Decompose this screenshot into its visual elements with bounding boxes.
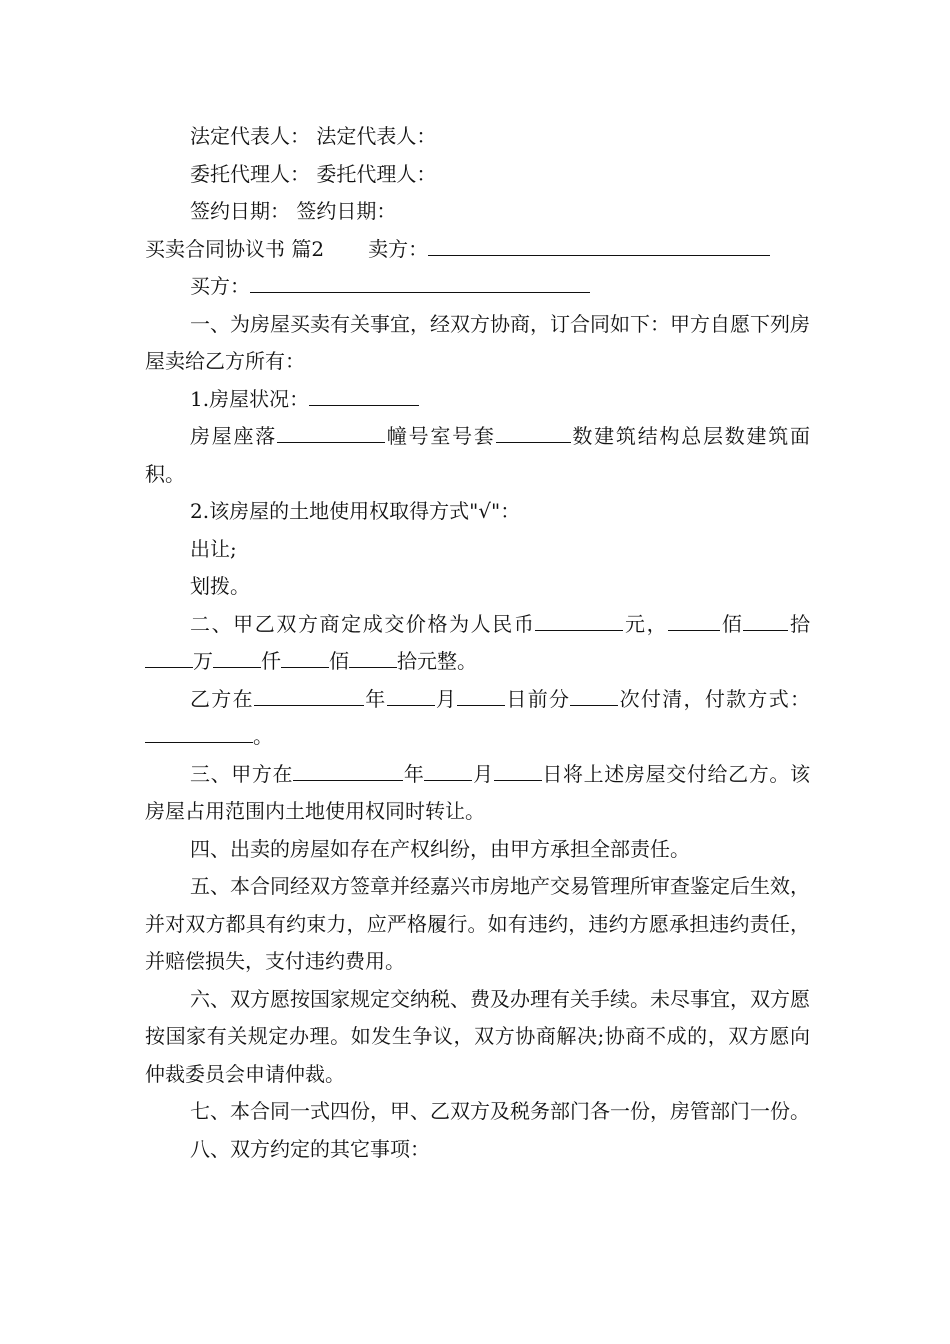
price-bai-blank xyxy=(668,610,720,631)
handover-label: 三、甲方在 xyxy=(190,761,294,786)
payment-day-blank xyxy=(457,685,505,706)
payment-method-blank xyxy=(145,722,253,743)
handover-year-blank xyxy=(293,760,403,781)
payment-month: 月 xyxy=(434,686,458,711)
signature-legal-rep: 法定代表人： 法定代表人： xyxy=(190,124,437,148)
payment-year-blank xyxy=(254,685,364,706)
payment-day: 日前分 xyxy=(505,686,571,711)
price-end: 拾元整。 xyxy=(397,649,477,673)
property-unit-label: 幢号室号套 xyxy=(385,424,496,448)
signature-agent: 委托代理人： 委托代理人： xyxy=(190,161,437,186)
price-shi: 拾 xyxy=(788,611,811,636)
handover-day-blank xyxy=(494,760,542,781)
price-shi2-blank xyxy=(349,647,397,668)
property-location-label: 房屋座落 xyxy=(190,424,278,448)
price-wan-blank xyxy=(145,647,193,668)
price-shi-blank xyxy=(743,610,788,631)
price-wan: 万 xyxy=(193,649,213,673)
price-qian-blank xyxy=(213,647,261,668)
price-qian: 仟 xyxy=(261,649,281,673)
seller-label: 卖方： xyxy=(368,236,429,261)
clause-4: 四、出卖的房屋如存在产权纠纷，由甲方承担全部责任。 xyxy=(190,836,690,861)
price-bai2: 佰 xyxy=(329,649,349,673)
buyer-line xyxy=(145,268,810,306)
buyer-label: 买方： xyxy=(190,274,250,298)
handover-text: 日将上述房屋交付给乙方。该房屋占用范围内土地使用权同时转让。 xyxy=(145,761,811,823)
payment-month-blank xyxy=(387,685,435,706)
property-details xyxy=(145,418,810,493)
item-1-label: 1.房屋状况： xyxy=(190,386,310,411)
payment-terms xyxy=(145,681,810,756)
payment-method-label: 次付清，付款方式： xyxy=(618,686,811,711)
document-body xyxy=(145,118,810,1168)
clause-6: 六、双方愿按国家规定交纳税、费及办理有关手续。未尽事宜，双方愿按国家有关规定办理。如发生争议，双方协商解决;协商不成的，双方愿向仲裁委员会申请仲裁。 xyxy=(145,986,810,1086)
property-set-blank xyxy=(496,422,571,443)
contract-title: 买卖合同协议书 篇2 xyxy=(145,236,325,261)
item-2: 2.该房屋的土地使用权取得方式"√"： xyxy=(190,499,521,523)
clause-3 xyxy=(145,756,810,831)
payment-times-blank xyxy=(570,685,618,706)
price-bai: 佰 xyxy=(720,611,744,636)
property-status-blank xyxy=(309,385,419,406)
property-location-blank xyxy=(277,422,385,443)
handover-month: 月 xyxy=(472,761,494,786)
buyer-blank xyxy=(250,272,590,293)
clause-5: 五、本合同经双方签章并经嘉兴市房地产交易管理所审查鉴定后生效，并对双方都具有约束力，应严格履行。如有违约，违约方愿承担违约责任，并赔偿损失，支付违约费用。 xyxy=(145,874,810,973)
price-blank xyxy=(535,610,623,631)
payment-year: 年 xyxy=(363,686,387,711)
price-bai2-blank xyxy=(281,647,329,668)
property-structure-label: 数建筑结构总层数建筑面积。 xyxy=(145,424,811,486)
payment-label: 乙方在 xyxy=(190,686,254,711)
option-allocation: 划拨。 xyxy=(190,574,250,598)
seller-blank xyxy=(428,235,770,256)
clause-2 xyxy=(145,606,810,681)
price-label: 二、甲乙双方商定成交价格为人民币 xyxy=(190,611,536,636)
payment-end: 。 xyxy=(253,724,273,748)
item-1-line xyxy=(145,381,810,419)
price-yuan: 元， xyxy=(623,611,669,636)
clause-1: 一、为房屋买卖有关事宜，经双方协商，订合同如下：甲方自愿下列房屋卖给乙方所有： xyxy=(145,311,810,373)
clause-8: 八、双方约定的其它事项： xyxy=(190,1136,430,1161)
clause-7: 七、本合同一式四份，甲、乙双方及税务部门各一份，房管部门一份。 xyxy=(190,1099,810,1123)
contract-heading-line xyxy=(145,231,810,269)
signature-date: 签约日期： 签约日期： xyxy=(190,199,397,223)
option-transfer: 出让; xyxy=(190,536,237,561)
handover-year: 年 xyxy=(403,761,425,786)
handover-month-blank xyxy=(424,760,472,781)
